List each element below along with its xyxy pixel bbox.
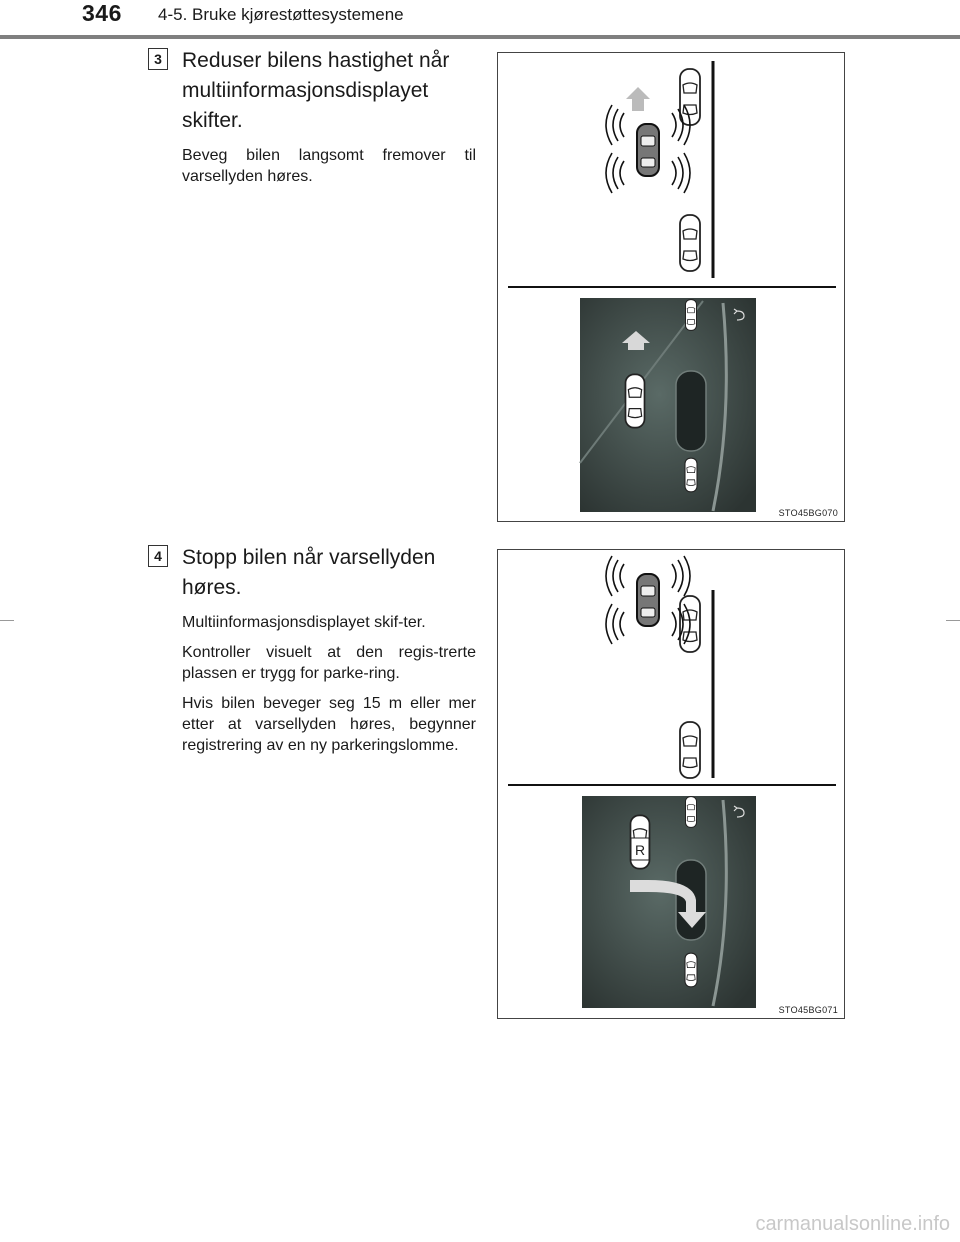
multi-info-display	[580, 298, 756, 512]
figure-step-4	[497, 549, 845, 1019]
crop-mark-right	[946, 620, 960, 621]
step-4-heading: Stopp bilen når varsellyden høres.	[182, 546, 436, 599]
page-number: 346	[82, 0, 122, 26]
parked-car-front	[680, 69, 700, 125]
header-rule	[0, 35, 960, 39]
figure-step-3	[497, 52, 845, 522]
own-vehicle	[637, 124, 659, 176]
gear-label: R	[634, 842, 646, 858]
figure-code: STO45BG070	[778, 508, 838, 518]
step-3-badge: 3	[148, 48, 168, 70]
parking-diagram-step-4	[498, 550, 844, 1018]
figure-code: STO45BG071	[778, 1005, 838, 1015]
step-3-body	[182, 145, 476, 196]
forward-arrow-icon	[626, 87, 650, 111]
section-title: 4-5. Bruke kjørestøttesystemene	[158, 5, 404, 24]
display-parked-car-front	[686, 300, 697, 331]
display-parked-car-rear	[685, 953, 697, 987]
parked-car-rear	[680, 215, 700, 271]
display-parking-slot	[676, 371, 706, 451]
step-3-heading: Reduser bilens hastighet når multiinformasjonsdisplayet skifter.	[182, 49, 450, 132]
step-4-body	[182, 612, 476, 765]
display-parked-car-rear	[685, 458, 697, 492]
step-4-paragraph-3: Hvis bilen beveger seg 15 m eller mer etter at varsellyden høres, begynner registrering av en ny parkeringslomme.	[182, 695, 476, 754]
own-vehicle	[637, 574, 659, 626]
parking-diagram-step-3	[498, 53, 844, 521]
display-parked-car-front	[686, 797, 697, 828]
step-4-paragraph-1: Multiinformasjonsdisplayet skif-ter.	[182, 614, 426, 631]
step-3-paragraph: Beveg bilen langsomt fremover til varsellyden høres.	[182, 147, 476, 185]
display-own-car	[626, 374, 645, 427]
parked-car-rear	[680, 722, 700, 778]
step-4-paragraph-2: Kontroller visuelt at den regis-trerte plassen er trygg for parke-ring.	[182, 644, 476, 682]
step-4-badge: 4	[148, 545, 168, 567]
watermark: carmanualsonline.info	[755, 1213, 950, 1235]
crop-mark-left	[0, 620, 14, 621]
multi-info-display	[582, 796, 756, 1008]
